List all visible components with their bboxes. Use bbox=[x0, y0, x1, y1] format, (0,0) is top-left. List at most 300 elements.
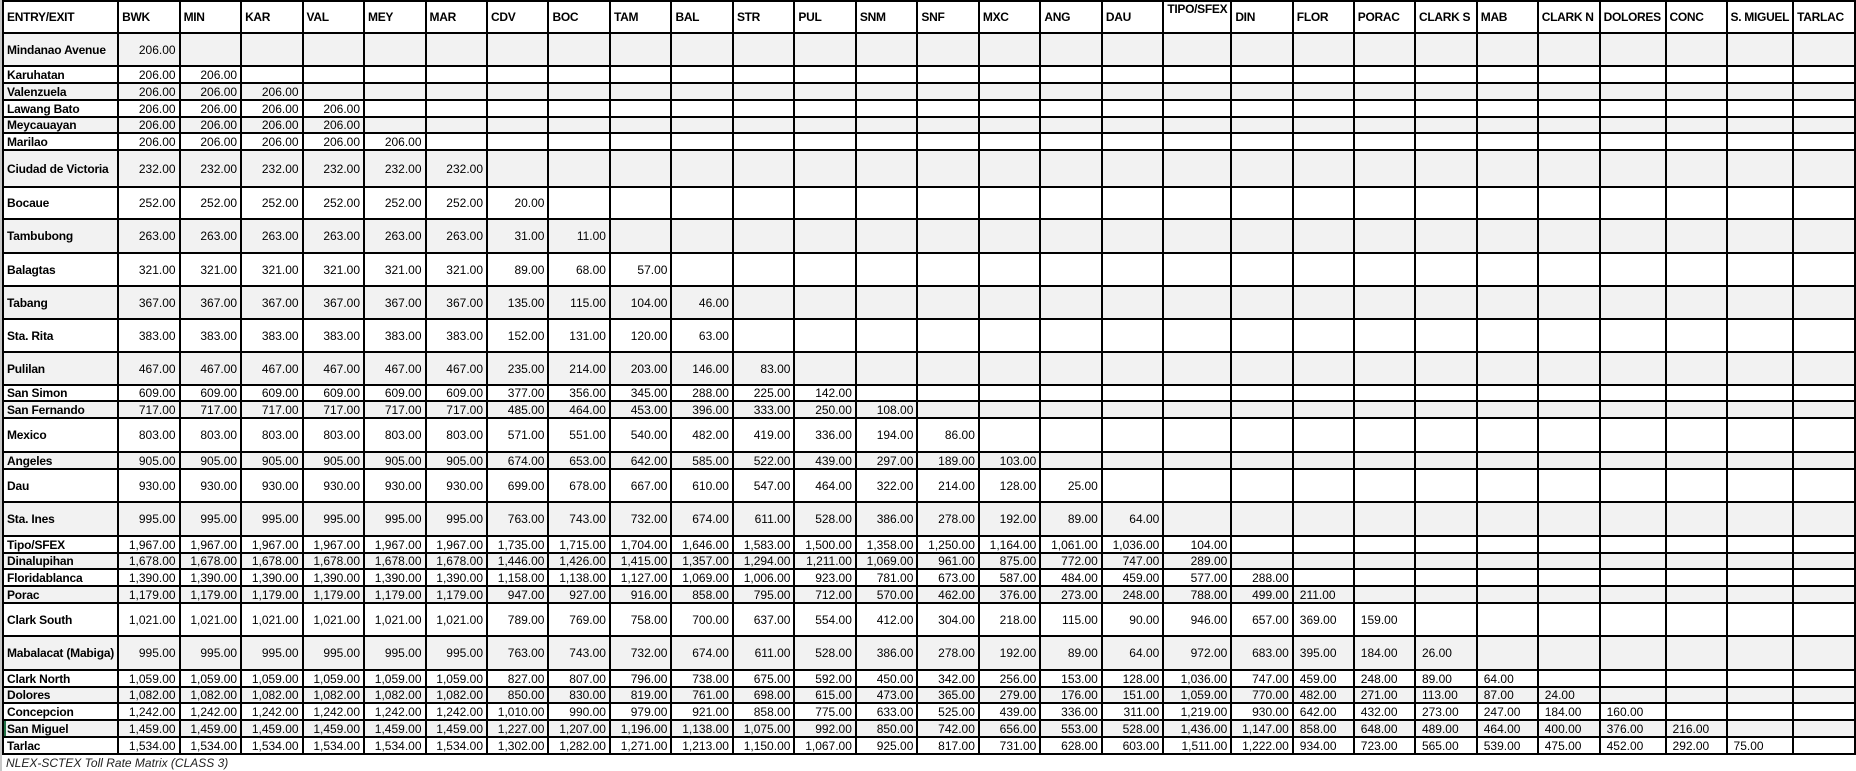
rate-cell[interactable] bbox=[1102, 100, 1163, 117]
rate-cell[interactable] bbox=[1102, 286, 1163, 319]
rate-cell[interactable] bbox=[1727, 150, 1794, 187]
rate-cell[interactable] bbox=[979, 100, 1040, 117]
rate-cell[interactable]: 206.00 bbox=[303, 117, 364, 133]
rate-cell[interactable]: 1,534.00 bbox=[180, 737, 241, 754]
rate-cell[interactable] bbox=[1231, 117, 1292, 133]
rate-cell[interactable] bbox=[1293, 33, 1354, 66]
rate-cell[interactable]: 1,179.00 bbox=[303, 586, 364, 603]
rate-cell[interactable] bbox=[548, 187, 609, 219]
rate-cell[interactable] bbox=[1477, 603, 1538, 636]
rate-cell[interactable]: 232.00 bbox=[303, 150, 364, 187]
rate-cell[interactable] bbox=[1040, 33, 1101, 66]
rate-cell[interactable] bbox=[1415, 117, 1477, 133]
rate-cell[interactable] bbox=[794, 352, 855, 385]
rate-cell[interactable]: 367.00 bbox=[364, 286, 425, 319]
rate-cell[interactable]: 905.00 bbox=[426, 452, 487, 469]
rate-cell[interactable]: 1,138.00 bbox=[671, 720, 732, 737]
rate-cell[interactable] bbox=[733, 187, 794, 219]
rate-cell[interactable] bbox=[917, 33, 978, 66]
rate-cell[interactable]: 263.00 bbox=[364, 219, 425, 253]
rate-cell[interactable] bbox=[1231, 286, 1292, 319]
rate-cell[interactable]: 803.00 bbox=[426, 418, 487, 452]
rate-cell[interactable]: 1,211.00 bbox=[794, 553, 855, 569]
rate-cell[interactable]: 1,059.00 bbox=[118, 670, 179, 687]
rate-cell[interactable]: 489.00 bbox=[1415, 720, 1477, 737]
rate-cell[interactable] bbox=[1415, 286, 1477, 319]
rate-cell[interactable]: 1,179.00 bbox=[364, 586, 425, 603]
rate-cell[interactable] bbox=[979, 33, 1040, 66]
rate-cell[interactable] bbox=[1040, 401, 1101, 418]
rate-cell[interactable]: 218.00 bbox=[979, 603, 1040, 636]
rate-cell[interactable] bbox=[1293, 401, 1354, 418]
rate-cell[interactable]: 288.00 bbox=[1231, 569, 1292, 586]
rate-cell[interactable] bbox=[1354, 553, 1415, 569]
rate-cell[interactable]: 905.00 bbox=[180, 452, 241, 469]
rate-cell[interactable]: 151.00 bbox=[1102, 687, 1163, 703]
rate-cell[interactable] bbox=[1793, 569, 1855, 586]
rate-cell[interactable]: 923.00 bbox=[794, 569, 855, 586]
rate-cell[interactable]: 947.00 bbox=[487, 586, 548, 603]
rate-cell[interactable] bbox=[1102, 83, 1163, 100]
rate-cell[interactable] bbox=[1727, 133, 1794, 150]
rate-cell[interactable] bbox=[1163, 150, 1231, 187]
rate-cell[interactable]: 732.00 bbox=[610, 502, 671, 536]
row-label[interactable]: Angeles bbox=[3, 452, 118, 469]
rate-cell[interactable]: 1,459.00 bbox=[180, 720, 241, 737]
rate-cell[interactable]: 113.00 bbox=[1415, 687, 1477, 703]
rate-cell[interactable] bbox=[1354, 401, 1415, 418]
rate-cell[interactable]: 271.00 bbox=[1354, 687, 1415, 703]
rate-cell[interactable] bbox=[1163, 385, 1231, 401]
rate-cell[interactable] bbox=[1793, 117, 1855, 133]
rate-cell[interactable]: 206.00 bbox=[180, 133, 241, 150]
rate-cell[interactable] bbox=[1538, 133, 1600, 150]
row-label[interactable]: San Fernando bbox=[3, 401, 118, 418]
rate-cell[interactable]: 742.00 bbox=[917, 720, 978, 737]
rate-cell[interactable] bbox=[1793, 636, 1855, 670]
rate-cell[interactable]: 386.00 bbox=[856, 636, 917, 670]
rate-cell[interactable] bbox=[1600, 253, 1666, 286]
rate-cell[interactable]: 1,059.00 bbox=[364, 670, 425, 687]
rate-cell[interactable]: 995.00 bbox=[426, 636, 487, 670]
rate-cell[interactable]: 587.00 bbox=[979, 569, 1040, 586]
rate-cell[interactable]: 482.00 bbox=[1293, 687, 1354, 703]
rate-cell[interactable] bbox=[1793, 401, 1855, 418]
rate-cell[interactable] bbox=[610, 133, 671, 150]
rate-cell[interactable]: 464.00 bbox=[548, 401, 609, 418]
rate-cell[interactable]: 1,426.00 bbox=[548, 553, 609, 569]
rate-cell[interactable] bbox=[1415, 319, 1477, 352]
rate-cell[interactable]: 206.00 bbox=[118, 83, 179, 100]
rate-cell[interactable]: 674.00 bbox=[487, 452, 548, 469]
rate-cell[interactable]: 192.00 bbox=[979, 502, 1040, 536]
rate-cell[interactable]: 206.00 bbox=[180, 83, 241, 100]
rate-cell[interactable]: 64.00 bbox=[1102, 502, 1163, 536]
rate-cell[interactable]: 1,967.00 bbox=[180, 536, 241, 553]
rate-cell[interactable]: 603.00 bbox=[1102, 737, 1163, 754]
rate-cell[interactable] bbox=[1163, 401, 1231, 418]
rate-cell[interactable] bbox=[1538, 452, 1600, 469]
rate-cell[interactable]: 206.00 bbox=[241, 100, 302, 117]
rate-cell[interactable]: 459.00 bbox=[1293, 670, 1354, 687]
rate-cell[interactable]: 252.00 bbox=[241, 187, 302, 219]
rate-cell[interactable]: 160.00 bbox=[1600, 703, 1666, 720]
rate-cell[interactable]: 656.00 bbox=[979, 720, 1040, 737]
rate-cell[interactable]: 439.00 bbox=[979, 703, 1040, 720]
rate-cell[interactable] bbox=[1793, 703, 1855, 720]
rate-cell[interactable] bbox=[1538, 536, 1600, 553]
rate-cell[interactable] bbox=[917, 83, 978, 100]
rate-cell[interactable] bbox=[1354, 586, 1415, 603]
rate-cell[interactable]: 383.00 bbox=[303, 319, 364, 352]
rate-cell[interactable]: 321.00 bbox=[426, 253, 487, 286]
rate-cell[interactable] bbox=[856, 133, 917, 150]
rate-cell[interactable]: 232.00 bbox=[241, 150, 302, 187]
rate-cell[interactable]: 698.00 bbox=[733, 687, 794, 703]
rate-cell[interactable] bbox=[1538, 553, 1600, 569]
rate-cell[interactable]: 717.00 bbox=[180, 401, 241, 418]
rate-cell[interactable] bbox=[1600, 536, 1666, 553]
rate-cell[interactable] bbox=[917, 286, 978, 319]
rate-cell[interactable] bbox=[1793, 253, 1855, 286]
rate-cell[interactable]: 717.00 bbox=[118, 401, 179, 418]
rate-cell[interactable] bbox=[1040, 187, 1101, 219]
rate-cell[interactable] bbox=[1538, 586, 1600, 603]
rate-cell[interactable] bbox=[1666, 418, 1727, 452]
rate-cell[interactable]: 1,127.00 bbox=[610, 569, 671, 586]
rate-cell[interactable] bbox=[487, 100, 548, 117]
rate-cell[interactable] bbox=[1293, 150, 1354, 187]
column-header[interactable]: PUL bbox=[794, 1, 855, 33]
rate-cell[interactable]: 20.00 bbox=[487, 187, 548, 219]
row-label[interactable]: Dau bbox=[3, 469, 118, 502]
rate-cell[interactable] bbox=[794, 33, 855, 66]
rate-cell[interactable] bbox=[1354, 319, 1415, 352]
rate-cell[interactable] bbox=[1727, 352, 1794, 385]
row-label[interactable]: Lawang Bato bbox=[3, 100, 118, 117]
row-label[interactable]: Pulilan bbox=[3, 352, 118, 385]
rate-cell[interactable]: 995.00 bbox=[303, 502, 364, 536]
column-header[interactable]: TARLAC bbox=[1793, 1, 1855, 33]
rate-cell[interactable] bbox=[1600, 502, 1666, 536]
rate-cell[interactable]: 717.00 bbox=[241, 401, 302, 418]
column-header[interactable]: CDV bbox=[487, 1, 548, 33]
rate-cell[interactable]: 1,207.00 bbox=[548, 720, 609, 737]
rate-cell[interactable]: 995.00 bbox=[364, 502, 425, 536]
rate-cell[interactable]: 211.00 bbox=[1293, 586, 1354, 603]
rate-cell[interactable] bbox=[1231, 187, 1292, 219]
rate-cell[interactable]: 75.00 bbox=[1727, 737, 1794, 754]
rate-cell[interactable] bbox=[1538, 670, 1600, 687]
rate-cell[interactable] bbox=[1231, 385, 1292, 401]
rate-cell[interactable]: 850.00 bbox=[856, 720, 917, 737]
rate-cell[interactable]: 1,967.00 bbox=[426, 536, 487, 553]
rate-cell[interactable] bbox=[1163, 502, 1231, 536]
rate-cell[interactable]: 462.00 bbox=[917, 586, 978, 603]
rate-cell[interactable] bbox=[1354, 569, 1415, 586]
rate-cell[interactable] bbox=[1538, 603, 1600, 636]
rate-cell[interactable]: 1,715.00 bbox=[548, 536, 609, 553]
rate-cell[interactable]: 336.00 bbox=[1040, 703, 1101, 720]
rate-cell[interactable]: 609.00 bbox=[364, 385, 425, 401]
rate-cell[interactable] bbox=[1600, 319, 1666, 352]
rate-cell[interactable] bbox=[1600, 352, 1666, 385]
rate-cell[interactable]: 321.00 bbox=[364, 253, 425, 286]
rate-cell[interactable]: 1,179.00 bbox=[180, 586, 241, 603]
rate-cell[interactable]: 499.00 bbox=[1231, 586, 1292, 603]
rate-cell[interactable] bbox=[1477, 536, 1538, 553]
rate-cell[interactable] bbox=[1600, 133, 1666, 150]
rate-cell[interactable]: 611.00 bbox=[733, 502, 794, 536]
rate-cell[interactable]: 453.00 bbox=[610, 401, 671, 418]
rate-cell[interactable] bbox=[1666, 670, 1727, 687]
rate-cell[interactable]: 184.00 bbox=[1538, 703, 1600, 720]
rate-cell[interactable]: 610.00 bbox=[671, 469, 732, 502]
rate-cell[interactable] bbox=[548, 33, 609, 66]
rate-cell[interactable]: 1,534.00 bbox=[426, 737, 487, 754]
rate-cell[interactable] bbox=[1415, 385, 1477, 401]
rate-cell[interactable] bbox=[1477, 418, 1538, 452]
rate-cell[interactable] bbox=[1600, 603, 1666, 636]
rate-cell[interactable]: 128.00 bbox=[979, 469, 1040, 502]
rate-cell[interactable] bbox=[1666, 133, 1727, 150]
row-label[interactable]: Clark South bbox=[3, 603, 118, 636]
rate-cell[interactable]: 648.00 bbox=[1354, 720, 1415, 737]
row-label[interactable]: Tarlac bbox=[3, 737, 118, 754]
rate-cell[interactable]: 1,242.00 bbox=[241, 703, 302, 720]
rate-cell[interactable]: 1,242.00 bbox=[364, 703, 425, 720]
rate-cell[interactable]: 297.00 bbox=[856, 452, 917, 469]
rate-cell[interactable]: 539.00 bbox=[1477, 737, 1538, 754]
rate-cell[interactable]: 789.00 bbox=[487, 603, 548, 636]
rate-cell[interactable] bbox=[671, 133, 732, 150]
rate-cell[interactable] bbox=[856, 150, 917, 187]
rate-cell[interactable] bbox=[1102, 418, 1163, 452]
rate-cell[interactable] bbox=[1793, 553, 1855, 569]
rate-cell[interactable]: 795.00 bbox=[733, 586, 794, 603]
rate-cell[interactable] bbox=[1354, 117, 1415, 133]
rate-cell[interactable]: 206.00 bbox=[180, 117, 241, 133]
rate-cell[interactable]: 1,459.00 bbox=[241, 720, 302, 737]
rate-cell[interactable]: 1,082.00 bbox=[241, 687, 302, 703]
rate-cell[interactable] bbox=[364, 117, 425, 133]
rate-cell[interactable] bbox=[1040, 66, 1101, 83]
rate-cell[interactable] bbox=[671, 117, 732, 133]
rate-cell[interactable]: 858.00 bbox=[1293, 720, 1354, 737]
rate-cell[interactable]: 1,021.00 bbox=[118, 603, 179, 636]
rate-cell[interactable] bbox=[1793, 687, 1855, 703]
rate-cell[interactable] bbox=[1231, 401, 1292, 418]
rate-cell[interactable]: 256.00 bbox=[979, 670, 1040, 687]
rate-cell[interactable] bbox=[979, 401, 1040, 418]
rate-cell[interactable] bbox=[1600, 219, 1666, 253]
rate-cell[interactable]: 289.00 bbox=[1163, 553, 1231, 569]
rate-cell[interactable]: 609.00 bbox=[180, 385, 241, 401]
rate-cell[interactable]: 383.00 bbox=[180, 319, 241, 352]
rate-cell[interactable]: 367.00 bbox=[241, 286, 302, 319]
rate-cell[interactable] bbox=[487, 66, 548, 83]
rate-cell[interactable]: 1,147.00 bbox=[1231, 720, 1292, 737]
rate-cell[interactable] bbox=[1538, 418, 1600, 452]
rate-cell[interactable] bbox=[1231, 33, 1292, 66]
rate-cell[interactable] bbox=[1477, 117, 1538, 133]
rate-cell[interactable] bbox=[1293, 352, 1354, 385]
rate-cell[interactable] bbox=[1163, 253, 1231, 286]
rate-cell[interactable]: 1,678.00 bbox=[180, 553, 241, 569]
rate-cell[interactable] bbox=[1793, 418, 1855, 452]
rate-cell[interactable] bbox=[979, 219, 1040, 253]
row-label[interactable]: Sta. Ines bbox=[3, 502, 118, 536]
rate-cell[interactable] bbox=[1477, 352, 1538, 385]
rate-cell[interactable] bbox=[610, 117, 671, 133]
rate-cell[interactable] bbox=[364, 33, 425, 66]
rate-cell[interactable]: 830.00 bbox=[548, 687, 609, 703]
rate-cell[interactable] bbox=[1102, 33, 1163, 66]
rate-cell[interactable] bbox=[1477, 100, 1538, 117]
rate-cell[interactable] bbox=[1354, 385, 1415, 401]
rate-cell[interactable]: 232.00 bbox=[180, 150, 241, 187]
rate-cell[interactable] bbox=[979, 187, 1040, 219]
rate-cell[interactable]: 1,357.00 bbox=[671, 553, 732, 569]
rate-cell[interactable]: 1,459.00 bbox=[118, 720, 179, 737]
rate-cell[interactable]: 206.00 bbox=[118, 100, 179, 117]
rate-cell[interactable]: 252.00 bbox=[426, 187, 487, 219]
rate-cell[interactable]: 1,271.00 bbox=[610, 737, 671, 754]
rate-cell[interactable]: 905.00 bbox=[364, 452, 425, 469]
rate-cell[interactable] bbox=[1666, 187, 1727, 219]
row-label[interactable]: Tambubong bbox=[3, 219, 118, 253]
rate-cell[interactable]: 995.00 bbox=[426, 502, 487, 536]
rate-cell[interactable] bbox=[1666, 83, 1727, 100]
rate-cell[interactable]: 772.00 bbox=[1040, 553, 1101, 569]
rate-cell[interactable]: 279.00 bbox=[979, 687, 1040, 703]
rate-cell[interactable]: 637.00 bbox=[733, 603, 794, 636]
rate-cell[interactable]: 930.00 bbox=[241, 469, 302, 502]
rate-cell[interactable] bbox=[1477, 219, 1538, 253]
rate-cell[interactable] bbox=[1727, 219, 1794, 253]
rate-cell[interactable]: 376.00 bbox=[979, 586, 1040, 603]
rate-cell[interactable]: 1,164.00 bbox=[979, 536, 1040, 553]
column-header[interactable]: TAM bbox=[610, 1, 671, 33]
rate-cell[interactable]: 1,390.00 bbox=[303, 569, 364, 586]
rate-cell[interactable] bbox=[1415, 536, 1477, 553]
rate-cell[interactable] bbox=[917, 253, 978, 286]
rate-cell[interactable] bbox=[1354, 253, 1415, 286]
rate-cell[interactable]: 192.00 bbox=[979, 636, 1040, 670]
rate-cell[interactable] bbox=[1600, 286, 1666, 319]
rate-cell[interactable]: 528.00 bbox=[1102, 720, 1163, 737]
rate-cell[interactable] bbox=[1793, 603, 1855, 636]
rate-cell[interactable] bbox=[1793, 66, 1855, 83]
rate-cell[interactable]: 24.00 bbox=[1538, 687, 1600, 703]
rate-cell[interactable] bbox=[548, 150, 609, 187]
rate-cell[interactable]: 1,227.00 bbox=[487, 720, 548, 737]
rate-cell[interactable]: 961.00 bbox=[917, 553, 978, 569]
rate-cell[interactable] bbox=[1293, 83, 1354, 100]
rate-cell[interactable]: 263.00 bbox=[426, 219, 487, 253]
rate-cell[interactable] bbox=[1477, 452, 1538, 469]
rate-cell[interactable] bbox=[1477, 469, 1538, 502]
rate-cell[interactable]: 803.00 bbox=[241, 418, 302, 452]
rate-cell[interactable]: 1,075.00 bbox=[733, 720, 794, 737]
rate-cell[interactable]: 1,390.00 bbox=[118, 569, 179, 586]
rate-cell[interactable]: 763.00 bbox=[487, 502, 548, 536]
rate-cell[interactable]: 89.00 bbox=[487, 253, 548, 286]
rate-cell[interactable]: 1,069.00 bbox=[856, 553, 917, 569]
rate-cell[interactable] bbox=[1354, 502, 1415, 536]
rate-cell[interactable]: 674.00 bbox=[671, 636, 732, 670]
rate-cell[interactable] bbox=[1538, 33, 1600, 66]
row-label[interactable]: Bocaue bbox=[3, 187, 118, 219]
rate-cell[interactable] bbox=[1793, 536, 1855, 553]
rate-cell[interactable]: 1,302.00 bbox=[487, 737, 548, 754]
rate-cell[interactable]: 1,082.00 bbox=[303, 687, 364, 703]
rate-cell[interactable] bbox=[1727, 66, 1794, 83]
rate-cell[interactable]: 1,282.00 bbox=[548, 737, 609, 754]
rate-cell[interactable]: 995.00 bbox=[180, 636, 241, 670]
rate-cell[interactable]: 747.00 bbox=[1102, 553, 1163, 569]
rate-cell[interactable] bbox=[1727, 636, 1794, 670]
rate-cell[interactable]: 633.00 bbox=[856, 703, 917, 720]
rate-cell[interactable] bbox=[426, 100, 487, 117]
rate-cell[interactable] bbox=[856, 319, 917, 352]
rate-cell[interactable]: 467.00 bbox=[426, 352, 487, 385]
rate-cell[interactable] bbox=[303, 83, 364, 100]
rate-cell[interactable] bbox=[1600, 83, 1666, 100]
rate-cell[interactable] bbox=[671, 83, 732, 100]
rate-cell[interactable] bbox=[1666, 385, 1727, 401]
rate-cell[interactable] bbox=[1354, 83, 1415, 100]
rate-cell[interactable] bbox=[1477, 150, 1538, 187]
rate-cell[interactable]: 345.00 bbox=[610, 385, 671, 401]
rate-cell[interactable] bbox=[1538, 100, 1600, 117]
rate-cell[interactable]: 1,511.00 bbox=[1163, 737, 1231, 754]
rate-cell[interactable]: 57.00 bbox=[610, 253, 671, 286]
rate-cell[interactable] bbox=[1727, 536, 1794, 553]
rate-cell[interactable] bbox=[1600, 553, 1666, 569]
rate-cell[interactable]: 1,390.00 bbox=[426, 569, 487, 586]
rate-cell[interactable]: 609.00 bbox=[426, 385, 487, 401]
rate-cell[interactable] bbox=[1354, 536, 1415, 553]
rate-cell[interactable] bbox=[1102, 401, 1163, 418]
rate-cell[interactable] bbox=[1163, 286, 1231, 319]
rate-cell[interactable]: 214.00 bbox=[917, 469, 978, 502]
rate-cell[interactable] bbox=[917, 100, 978, 117]
rate-cell[interactable] bbox=[610, 83, 671, 100]
rate-cell[interactable] bbox=[1415, 253, 1477, 286]
rate-cell[interactable] bbox=[1477, 586, 1538, 603]
rate-cell[interactable] bbox=[1793, 502, 1855, 536]
rate-cell[interactable] bbox=[1600, 66, 1666, 83]
rate-cell[interactable] bbox=[1354, 150, 1415, 187]
rate-cell[interactable]: 467.00 bbox=[303, 352, 364, 385]
rate-cell[interactable] bbox=[1354, 286, 1415, 319]
rate-cell[interactable] bbox=[1231, 502, 1292, 536]
rate-cell[interactable] bbox=[1477, 286, 1538, 319]
rate-cell[interactable]: 412.00 bbox=[856, 603, 917, 636]
column-header[interactable]: DOLORES bbox=[1600, 1, 1666, 33]
rate-cell[interactable] bbox=[1293, 469, 1354, 502]
row-label[interactable]: San Simon bbox=[3, 385, 118, 401]
rate-cell[interactable]: 858.00 bbox=[671, 586, 732, 603]
rate-cell[interactable] bbox=[1163, 117, 1231, 133]
rate-cell[interactable]: 1,534.00 bbox=[364, 737, 425, 754]
rate-cell[interactable] bbox=[917, 385, 978, 401]
rate-cell[interactable] bbox=[979, 352, 1040, 385]
rate-cell[interactable] bbox=[1477, 253, 1538, 286]
row-label[interactable]: Dolores bbox=[3, 687, 118, 703]
rate-cell[interactable]: 712.00 bbox=[794, 586, 855, 603]
